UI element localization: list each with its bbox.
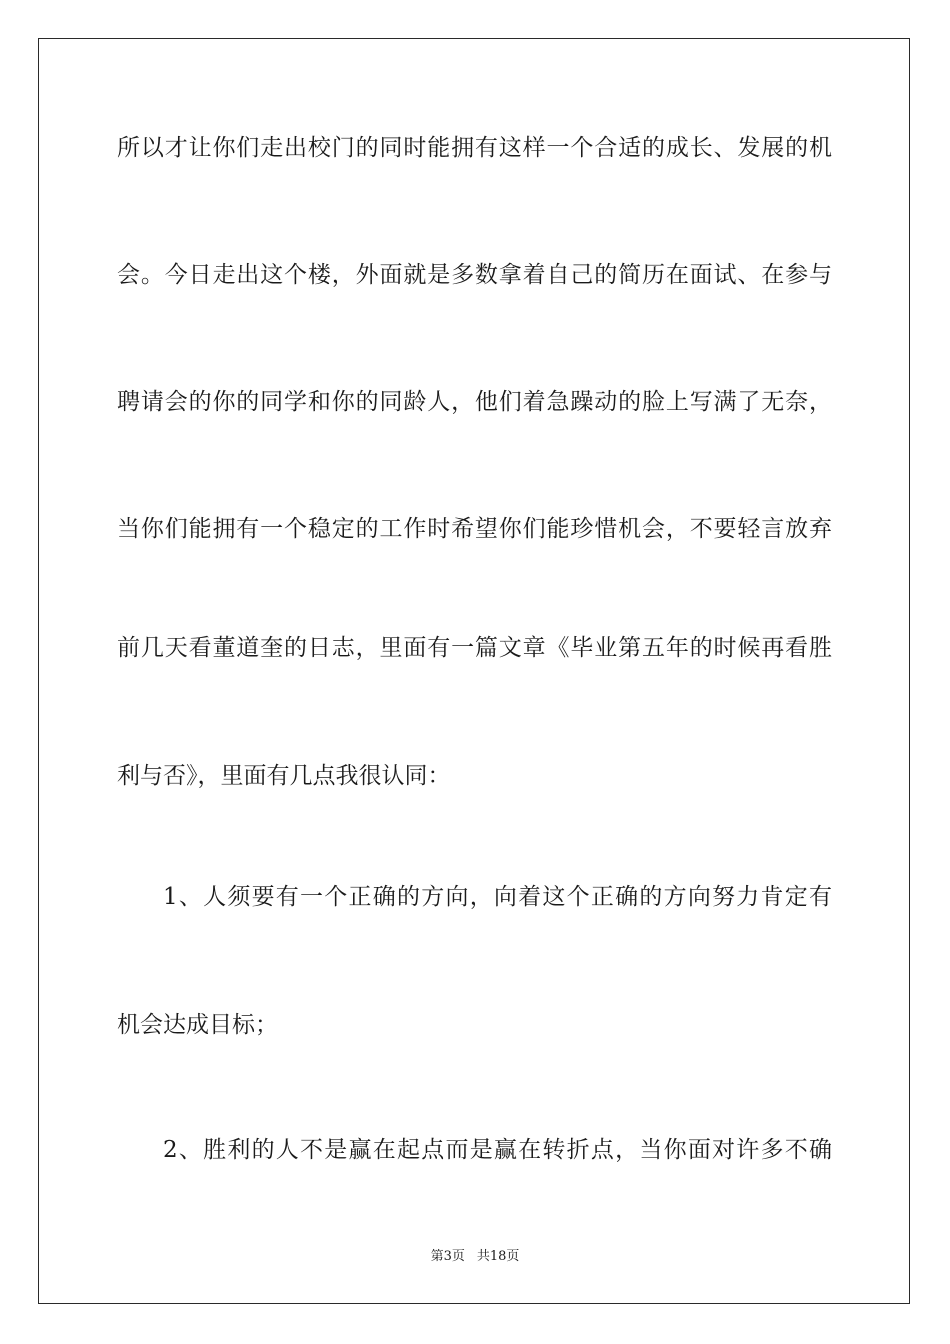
text-line: 会。今日走出这个楼，外面就是多数拿着自己的简历在面试、在参与 — [117, 262, 832, 288]
text-line: 前几天看董道奎的日志，里面有一篇文章《毕业第五年的时候再看胜 — [117, 635, 832, 661]
list-item-1: 1、人须要有一个正确的方向，向着这个正确的方向努力肯定有 — [163, 884, 832, 910]
page-footer — [0, 1245, 950, 1264]
list-item-2: 2、胜利的人不是赢在起点而是赢在转折点，当你面对许多不确 — [163, 1137, 832, 1163]
text-line: 机会达成目标； — [117, 1012, 278, 1038]
page-total: 共18页 — [476, 1249, 520, 1264]
text-line: 所以才让你们走出校门的同时能拥有这样一个合适的成长、发展的机 — [117, 135, 832, 161]
page-border — [38, 38, 910, 1304]
text-line: 利与否》，里面有几点我很认同： — [117, 763, 451, 789]
text-line: 聘请会的你的同学和你的同龄人，他们着急躁动的脸上写满了无奈， — [117, 389, 832, 415]
page-number: 第3页 — [430, 1249, 465, 1264]
text-line: 当你们能拥有一个稳定的工作时希望你们能珍惜机会，不要轻言放弃 — [117, 516, 832, 542]
